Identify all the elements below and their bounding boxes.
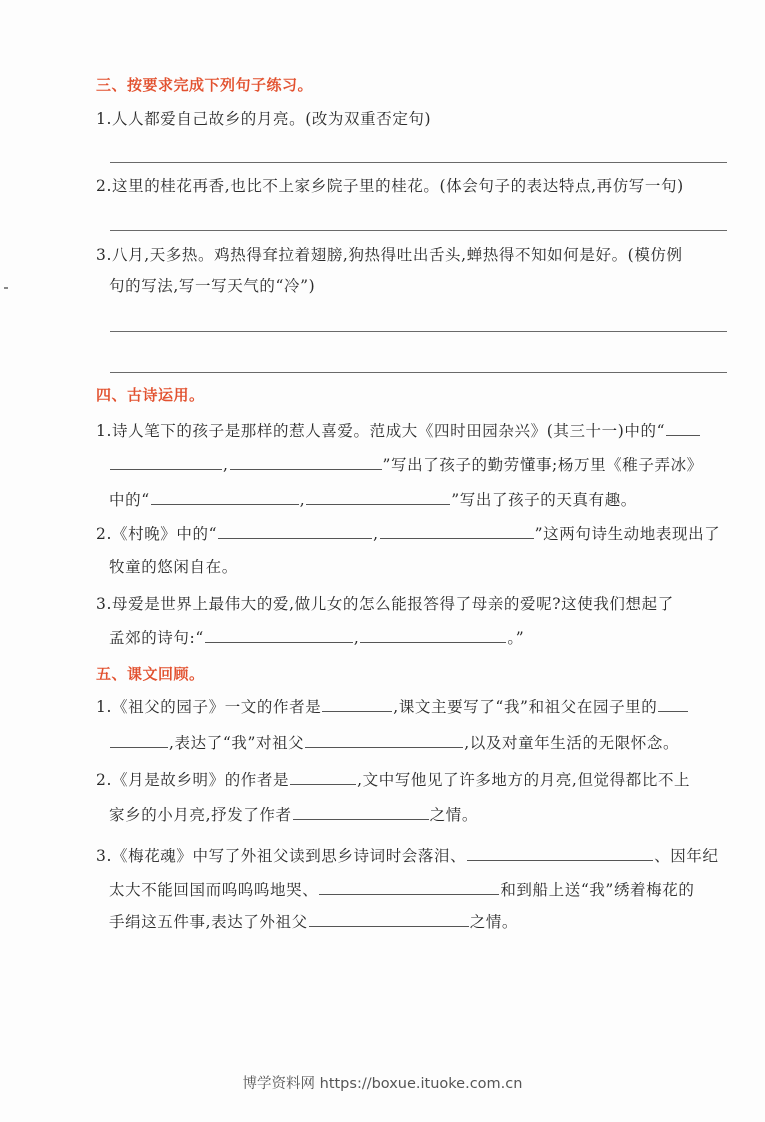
s5-q3-line1: [96, 846, 735, 866]
s4-q1-blank-2[interactable]: [230, 455, 382, 470]
s4-q3-blank-2[interactable]: [360, 628, 506, 643]
s5-q1-blank-activity-b[interactable]: [110, 733, 168, 748]
s4-q1-line2: [109, 455, 735, 475]
s4-q3-blank-1[interactable]: [205, 628, 353, 643]
s5-q1-line2: [109, 733, 735, 753]
s3-q3-answer-line-1[interactable]: [110, 331, 727, 332]
s4-q3-line2: [109, 628, 735, 648]
s3-q3-text-line1: 3.八月,天多热。鸡热得耷拉着翅膀,狗热得吐出舌头,蝉热得不知如何是好。(模仿例: [96, 246, 683, 264]
s4-q1-line3: [109, 490, 735, 510]
s4-q2-blank-1[interactable]: [218, 524, 372, 539]
s5-q1-text-a: 1.《祖父的园子》一文的作者是: [96, 698, 322, 716]
s5-q3-text-c: 太大不能回国而呜呜呜地哭、: [109, 881, 319, 899]
section-3-title: 三、按要求完成下列句子练习。: [96, 76, 314, 94]
s3-q2-answer-line[interactable]: [110, 230, 727, 231]
s3-q2-text: 2.这里的桂花再香,也比不上家乡院子里的桂花。(体会句子的表达特点,再仿写一句): [96, 177, 684, 195]
section-5-title: 五、课文回顾。: [96, 665, 205, 683]
s4-q3-line1: 3.母爱是世界上最伟大的爱,做儿女的怎么能报答得了母亲的爱呢?这使我们想起了: [96, 595, 674, 613]
comma: ,: [299, 491, 306, 509]
s4-q2-text-b: ”这两句诗生动地表现出了: [534, 525, 721, 543]
s5-q3-blank-1[interactable]: [467, 846, 653, 861]
s5-q3-text-a: 3.《梅花魂》中写了外祖父读到思乡诗词时会落泪、: [96, 847, 467, 865]
s5-q3-text-e: 手绢这五件事,表达了外祖父: [109, 913, 308, 931]
s5-q3-blank-2[interactable]: [319, 880, 499, 895]
s5-q2-line1: [96, 770, 735, 790]
s5-q1-text-d: ,以及对童年生活的无限怀念。: [464, 734, 680, 752]
s4-q1-blank-4[interactable]: [306, 490, 450, 505]
s4-q3-text-b: 。”: [507, 629, 525, 647]
scan-mark: [4, 287, 8, 289]
s3-q1-text: 1.人人都爱自己故乡的月亮。(改为双重否定句): [96, 110, 432, 128]
comma: ,: [353, 629, 360, 647]
s5-q1-text-c: ,表达了“我”对祖父: [169, 734, 305, 752]
s5-q1-blank-feeling[interactable]: [305, 733, 463, 748]
s4-q1-blank-3[interactable]: [151, 490, 299, 505]
comma: ,: [373, 525, 379, 543]
s5-q3-line3: [109, 912, 735, 932]
s5-q3-text-f: 之情。: [469, 913, 519, 931]
s3-q3-text-line2: 句的写法,写一写天气的“冷”): [109, 277, 316, 295]
s5-q2-blank-author[interactable]: [290, 770, 356, 785]
s4-q1-line1: [96, 421, 735, 441]
s4-q1-text-b: ”写出了孩子的勤劳懂事;杨万里《稚子弄冰》: [382, 456, 703, 474]
s5-q1-blank-author[interactable]: [322, 697, 392, 712]
s5-q2-blank-feeling[interactable]: [293, 805, 429, 820]
s4-q1-text-a: 1.诗人笔下的孩子是那样的惹人喜爱。范成大《四时田园杂兴》(其三十一)中的“: [96, 422, 666, 440]
s5-q1-line1: [96, 697, 735, 717]
s4-q1-blank-1a[interactable]: [666, 421, 700, 436]
s5-q3-blank-3[interactable]: [309, 912, 469, 927]
comma: ,: [223, 456, 229, 474]
s3-q1-answer-line[interactable]: [110, 162, 727, 163]
s4-q2-line1: [96, 524, 735, 544]
s5-q3-text-b: 、因年纪: [654, 847, 719, 865]
s4-q1-text-d: ”写出了孩子的天真有趣。: [451, 491, 637, 509]
s5-q2-line2: [109, 805, 735, 825]
s4-q1-blank-1b[interactable]: [110, 455, 222, 470]
s5-q3-line2: [109, 880, 735, 900]
s4-q2-line2: 牧童的悠闲自在。: [109, 558, 238, 576]
s4-q2-blank-2[interactable]: [380, 524, 534, 539]
s5-q2-text-a: 2.《月是故乡明》的作者是: [96, 771, 290, 789]
s5-q2-text-d: 之情。: [429, 806, 478, 824]
s3-q3-answer-line-2[interactable]: [110, 372, 727, 373]
s5-q2-text-c: 家乡的小月亮,抒发了作者: [109, 806, 292, 824]
section-4-title: 四、古诗运用。: [96, 386, 205, 404]
s5-q1-blank-activity-a[interactable]: [658, 697, 688, 712]
s4-q1-text-c: 中的“: [109, 491, 150, 509]
footer-watermark: 博学资料网 https://boxue.ituoke.com.cn: [242, 1076, 523, 1092]
s4-q3-text-a: 孟郊的诗句:“: [109, 629, 204, 647]
s5-q1-text-b: ,课文主要写了“我”和祖父在园子里的: [393, 698, 658, 716]
s5-q2-text-b: ,文中写他见了许多地方的月亮,但觉得都比不上: [357, 771, 691, 789]
s4-q2-text-a: 2.《村晚》中的“: [96, 525, 218, 543]
s5-q3-text-d: 和到船上送“我”绣着梅花的: [500, 881, 695, 899]
